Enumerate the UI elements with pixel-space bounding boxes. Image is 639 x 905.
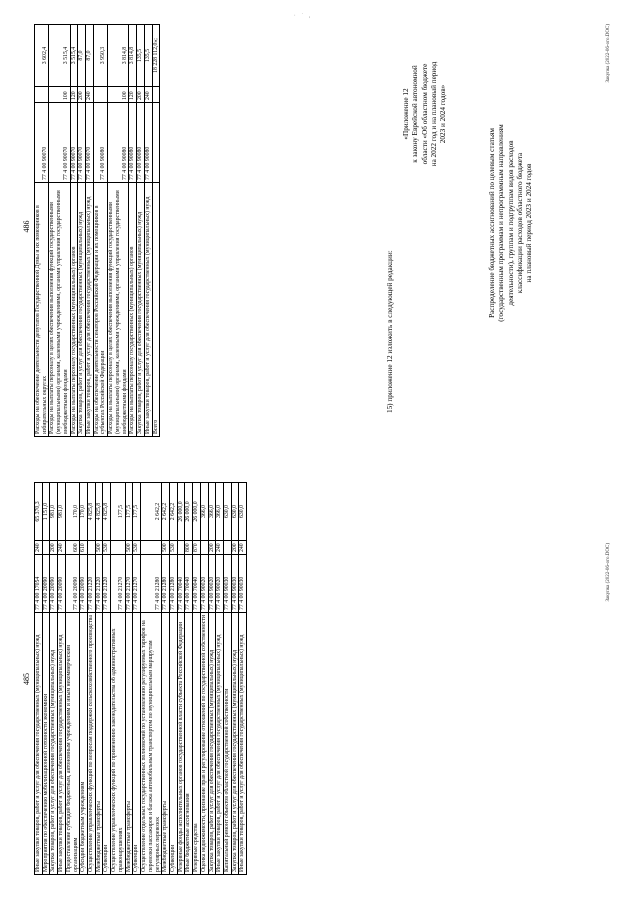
table-row [152, 25, 160, 437]
expense-name-cell: Межбюджетные трансферты [162, 613, 170, 875]
expense-name-cell: Расходы на выплаты персоналу в целях обеспечения выполнения функций государственными (муниципальными) органами, казенными учреждениями, органами управления государственными внебюджетными фондами [108, 183, 129, 437]
amount-cell: 3 515,4 [70, 25, 78, 87]
table-row [35, 483, 43, 875]
amount-cell: 630,0 [231, 483, 239, 541]
target-code-cell: 77 4 00 70040 [193, 555, 201, 613]
target-code-cell: 77 4 00 20090 [65, 555, 79, 613]
expense-name-cell: Осуществление отдельных государственных полномочий по установлению регулируемых тарифов на перевозки пассажиров и багажа автомобильным транспортом по муниципальным маршрутам регулярных перевозок [141, 613, 162, 875]
expense-name-cell: Всего [152, 183, 160, 437]
target-code-cell: 77 4 00 70040 [185, 555, 193, 613]
table-row [169, 483, 177, 875]
target-code-cell: 77 4 00 21280 [169, 555, 177, 613]
expense-name-cell: Субвенции [133, 613, 141, 875]
target-code-cell: 77 4 00 90020 [208, 555, 216, 613]
expense-name-cell: Межбюджетные трансферты [125, 613, 133, 875]
amount-cell: 26 000,0 [177, 483, 185, 541]
expense-type-cell: 240 [144, 87, 152, 103]
expense-type-cell [200, 541, 208, 555]
title-line: (государственным программам и непрограммным направлениям [497, 124, 506, 322]
target-code-cell: 77 4 00 21280 [141, 555, 162, 613]
table-row [162, 483, 170, 875]
table-row [103, 483, 111, 875]
table-row [216, 483, 224, 875]
file-stamp: Закупка (2022-06-ого.DOC) [606, 543, 611, 602]
title-line: классификации расходов областного бюджета [516, 152, 525, 294]
page-number: 486 [22, 220, 31, 233]
appendix-line: к закону Еврейской автономной [411, 65, 420, 163]
appendix-reference [402, 19, 449, 209]
amount-cell: 2 642,2 [169, 483, 177, 541]
amount-cell: 2 642,2 [141, 483, 162, 541]
table-row [177, 483, 185, 875]
appendix-line: на 2022 год и на плановый период [430, 61, 439, 167]
table-row [80, 483, 88, 875]
table-row [35, 25, 49, 437]
appendix-line: области «Об областном бюджете [420, 63, 429, 165]
table-row [42, 483, 50, 875]
target-code-cell: 77 4 00 70040 [177, 555, 185, 613]
target-code-cell: 77 4 00 90070 [78, 103, 86, 183]
target-code-cell: 77 4 00 21280 [162, 555, 170, 613]
amount-cell: 2 642,2 [162, 483, 170, 541]
table-row [133, 483, 141, 875]
amount-cell: 1 151,0 [42, 483, 50, 541]
table-row [70, 25, 78, 437]
expense-type-cell: 240 [35, 541, 43, 555]
expense-type-cell [35, 87, 49, 103]
expense-type-cell: 500 [162, 541, 170, 555]
table-row [129, 25, 137, 437]
target-code-cell: 77 4 00 21270 [133, 555, 141, 613]
budget-table-485 [34, 482, 247, 875]
expense-type-cell: 120 [129, 87, 137, 103]
target-code-cell: 77 4 00 21220 [88, 555, 96, 613]
table-row [185, 483, 193, 875]
target-code-cell: 77 4 00 90020 [200, 555, 208, 613]
target-code-cell: 77 4 00 21220 [103, 555, 111, 613]
target-code-cell: 77 4 00 21220 [95, 555, 103, 613]
page-number: 485 [22, 673, 31, 685]
table-row [50, 483, 58, 875]
expense-type-cell [111, 541, 125, 555]
expense-type-cell: 200 [137, 87, 145, 103]
expense-type-cell: 800 [185, 541, 193, 555]
table-row [95, 483, 103, 875]
expense-name-cell: Осуществление управленческих функций по вопросам поддержки сельскохозяйственного производства [88, 613, 96, 875]
expense-type-cell: 120 [70, 87, 78, 103]
amount-cell: 3 515,4 [49, 25, 70, 87]
expense-type-cell: 240 [239, 541, 247, 555]
target-code-cell: 77 4 00 90020 [216, 555, 224, 613]
expense-type-cell: 100 [108, 87, 129, 103]
target-code-cell: 77 4 00 90030 [223, 555, 231, 613]
target-code-cell: 77 4 00 90070 [86, 103, 94, 183]
target-code-cell: 77 4 00 90080 [108, 103, 129, 183]
expense-type-cell: 870 [193, 541, 201, 555]
amount-cell: 177,5 [111, 483, 125, 541]
target-code-cell: 77 4 00 20090 [50, 555, 58, 613]
expense-type-cell [141, 541, 162, 555]
expense-name-cell: Иные закупки товаров, работ и услуг для обеспечения государственных (муниципальных) нужд [216, 613, 224, 875]
expense-type-cell: 200 [78, 87, 86, 103]
expense-type-cell: 200 [231, 541, 239, 555]
expense-type-cell [223, 541, 231, 555]
amount-cell: 135,5 [144, 25, 152, 87]
expense-name-cell: Капитальный ремонт объектов областной государственной собственности [223, 613, 231, 875]
table-row [223, 483, 231, 875]
expense-type-cell [93, 87, 107, 103]
amount-cell: 65 370,3 [35, 483, 43, 541]
amount-cell: 170,0 [80, 483, 88, 541]
amount-cell: 4 825,8 [103, 483, 111, 541]
table-row [58, 483, 66, 875]
table-row [193, 483, 201, 875]
amount-cell: 3 814,8 [129, 25, 137, 87]
expense-name-cell: Расходы на выплаты персоналу в целях обеспечения выполнения функций государственными (муниципальными) органами, казенными учреждениями, органами управления государственными внебюджетными фондами [49, 183, 70, 437]
expense-name-cell: Субсидии бюджетным учреждениям [80, 613, 88, 875]
expense-name-cell: Иные закупки товаров, работ и услуг для обеспечения государственных (муниципальных) нужд [144, 183, 152, 437]
target-code-cell: 77 4 00 90070 [70, 103, 78, 183]
target-code-cell: 77 4 00 90070 [49, 103, 70, 183]
target-code-cell: 77 4 00 20090 [42, 555, 50, 613]
amount-cell: 170,0 [65, 483, 79, 541]
target-code-cell: 77 4 00 21270 [125, 555, 133, 613]
expense-name-cell: Оценка недвижимости, признание прав и регулирование отношений по государственной собственности [200, 613, 208, 875]
expense-name-cell: Субвенции [169, 613, 177, 875]
amount-cell: 87,0 [78, 25, 86, 87]
expense-type-cell: 530 [133, 541, 141, 555]
title-line: деятельности), группам и подгруппам видов расходов [506, 140, 515, 306]
title-line: на плановый период 2023 и 2024 годов [525, 163, 534, 283]
table-row [108, 25, 129, 437]
expense-type-cell: 100 [49, 87, 70, 103]
page-485 [0, 453, 639, 905]
amount-cell: 135,5 [137, 25, 145, 87]
expense-name-cell: Расходы на обеспечение деятельности депутатов Государственной Думы и их помощников в избирательных округах [35, 183, 49, 437]
target-code-cell: 77 4 00 90080 [129, 103, 137, 183]
file-stamp: Закупка (2022-06-ого.DOC) [606, 24, 611, 83]
target-code-cell: 77 4 00 17054 [35, 555, 43, 613]
target-code-cell [152, 103, 160, 183]
appendix-line: «Приложение 12 [402, 88, 410, 140]
table-row [93, 25, 107, 437]
expense-type-cell [177, 541, 185, 555]
target-code-cell: 77 4 00 90080 [144, 103, 152, 183]
title-line: Распределение бюджетных ассигнований по целевым статьям [488, 128, 496, 318]
expense-name-cell: Предоставление субсидий бюджетным, автономным учреждениям и иным некоммерческим организациям [65, 613, 79, 875]
expense-name-cell: Расходы на обеспечение деятельности сенаторов Российской Федерации и их помощников в субъектах Российской Федерации [93, 183, 107, 437]
table-row [86, 25, 94, 437]
expense-type-cell: 200 [50, 541, 58, 555]
expense-name-cell: Межбюджетные трансферты [95, 613, 103, 875]
expense-name-cell: Субвенции [103, 613, 111, 875]
amount-cell: 4 825,8 [88, 483, 96, 541]
table-row [239, 483, 247, 875]
expense-name-cell: Резервные фонды исполнительных органов государственной власти субъекта Российской Федерации [177, 613, 185, 875]
expense-name-cell: Иные закупки товаров, работ и услуг для обеспечения государственных (муниципальных) нужд [239, 613, 247, 875]
table-row [111, 483, 125, 875]
table-row [49, 25, 70, 437]
expense-type-cell [152, 87, 160, 103]
scan-marks: · ˙ , [293, 12, 313, 19]
expense-type-cell: 600 [65, 541, 79, 555]
amount-cell: 981,0 [58, 483, 66, 541]
target-code-cell: 77 4 00 90030 [239, 555, 247, 613]
expense-name-cell: Закупка товаров, работ и услуг для обеспечения государственных (муниципальных) нужд [208, 613, 216, 875]
expense-type-cell: 240 [58, 541, 66, 555]
table-row [65, 483, 79, 875]
table-row [231, 483, 239, 875]
expense-name-cell: Расходы на выплаты персоналу государственных (муниципальных) органов [129, 183, 137, 437]
table-row [88, 483, 96, 875]
amount-cell: 177,5 [133, 483, 141, 541]
expense-name-cell: Резервные средства [193, 613, 201, 875]
table-row [141, 483, 162, 875]
expense-name-cell: Иные закупки товаров, работ и услуг для обеспечения государственных (муниципальных) нужд [35, 613, 43, 875]
expense-name-cell: Закупка товаров, работ и услуг для обеспечения государственных (муниципальных) нужд [78, 183, 86, 437]
expense-type-cell: 240 [216, 541, 224, 555]
expense-name-cell: Иные закупки товаров, работ и услуг для обеспечения государственных (муниципальных) нужд [58, 613, 66, 875]
target-code-cell: 77 4 00 90030 [231, 555, 239, 613]
appendix-line: 2023 и 2024 годов» [439, 84, 448, 144]
target-code-cell: 77 4 00 20090 [58, 555, 66, 613]
expense-type-cell [42, 541, 50, 555]
amount-cell: 366,0 [208, 483, 216, 541]
table-row [125, 483, 133, 875]
expense-name-cell: Расходы на выплаты персоналу государственных (муниципальных) органов [70, 183, 78, 437]
expense-name-cell: Иные бюджетные ассигнования [185, 613, 193, 875]
amount-cell: 630,0 [239, 483, 247, 541]
expense-name-cell: Закупка товаров, работ и услуг для обеспечения государственных (муниципальных) нужд [231, 613, 239, 875]
table-row [208, 483, 216, 875]
amount-cell: 3 950,3 [93, 25, 107, 87]
amount-cell: 18 228 112,0»; [152, 25, 160, 87]
amount-cell: 366,0 [200, 483, 208, 541]
expense-type-cell: 610 [80, 541, 88, 555]
amendment-paragraph: 15) приложение 12 изложить в следующей редакции: [386, 250, 394, 413]
expense-name-cell: Закупка товаров, работ и услуг для обеспечения государственных (муниципальных) нужд [50, 613, 58, 875]
expense-type-cell: 500 [125, 541, 133, 555]
table-row [144, 25, 152, 437]
expense-type-cell: 530 [103, 541, 111, 555]
target-code-cell: 77 4 00 90080 [137, 103, 145, 183]
expense-type-cell: 240 [86, 87, 94, 103]
expense-name-cell: Осуществление управленческих функций по применению законодательства об административных правонарушениях [111, 613, 125, 875]
table-row [200, 483, 208, 875]
distribution-title [488, 23, 535, 423]
table-row [137, 25, 145, 437]
target-code-cell: 77 4 00 20090 [80, 555, 88, 613]
amount-cell: 3 814,8 [108, 25, 129, 87]
expense-type-cell: 200 [208, 541, 216, 555]
amount-cell: 87,0 [86, 25, 94, 87]
amount-cell: 630,0 [223, 483, 231, 541]
expense-name-cell: Закупка товаров, работ и услуг для обеспечения государственных (муниципальных) нужд [137, 183, 145, 437]
target-code-cell: 77 4 00 21270 [111, 555, 125, 613]
table-row [78, 25, 86, 437]
budget-table-486 [34, 24, 160, 437]
amount-cell: 3 602,4 [35, 25, 49, 87]
expense-type-cell: 530 [169, 541, 177, 555]
amount-cell: 26 000,0 [185, 483, 193, 541]
target-code-cell: 77 4 00 90080 [93, 103, 107, 183]
amount-cell: 366,0 [216, 483, 224, 541]
amount-cell: 981,0 [50, 483, 58, 541]
amount-cell: 26 000,0 [193, 483, 201, 541]
target-code-cell: 77 4 00 90070 [35, 103, 49, 183]
amount-cell: 4 825,8 [95, 483, 103, 541]
amount-cell: 177,5 [125, 483, 133, 541]
expense-name-cell: Иные закупки товаров, работ и услуг для обеспечения государственных (муниципальных) нужд [86, 183, 94, 437]
expense-name-cell: Мероприятия по обеспечению мобилизационной готовности экономики [42, 613, 50, 875]
expense-type-cell [88, 541, 96, 555]
expense-type-cell: 500 [95, 541, 103, 555]
